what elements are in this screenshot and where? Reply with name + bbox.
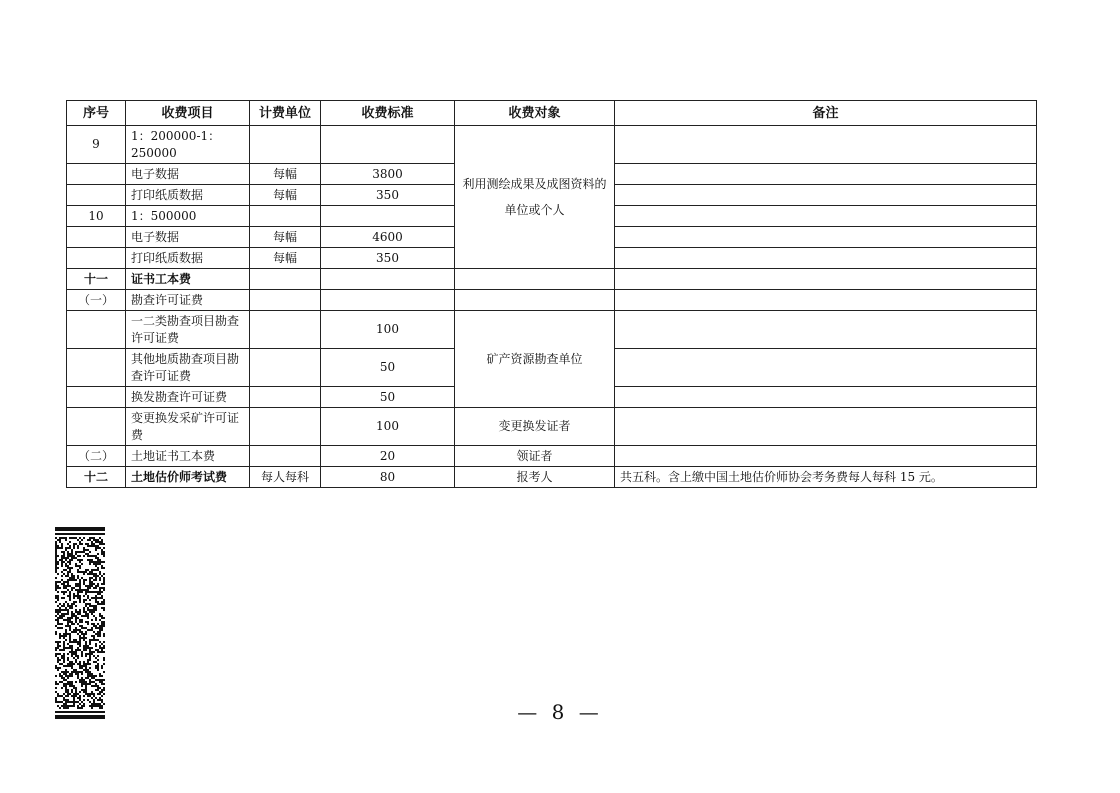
- cell-unit: 每人每科: [250, 467, 321, 488]
- cell-no: （一）: [67, 290, 126, 311]
- cell-item: 土地证书工本费: [126, 446, 250, 467]
- table-row: [67, 311, 1037, 349]
- cell-item: 打印纸质数据: [126, 248, 250, 269]
- table-row: [67, 446, 1037, 467]
- cell-note: [615, 311, 1037, 349]
- cell-target-map-products: 利用测绘成果及成图资料的单位或个人: [455, 126, 615, 269]
- cell-item: 变更换发采矿许可证费: [126, 408, 250, 446]
- header-item: 收费项目: [126, 101, 250, 126]
- cell-target: [455, 290, 615, 311]
- table-row: [67, 408, 1037, 446]
- cell-item: 勘查许可证费: [126, 290, 250, 311]
- cell-item: 1：200000-1：250000: [126, 126, 250, 164]
- cell-no: [67, 311, 126, 349]
- cell-note: [615, 185, 1037, 206]
- cell-unit: 每幅: [250, 248, 321, 269]
- cell-item: 打印纸质数据: [126, 185, 250, 206]
- cell-note: [615, 269, 1037, 290]
- cell-note: [615, 349, 1037, 387]
- cell-note: [615, 126, 1037, 164]
- cell-item: 证书工本费: [126, 269, 250, 290]
- cell-unit: 每幅: [250, 227, 321, 248]
- cell-unit: [250, 126, 321, 164]
- cell-note: [615, 408, 1037, 446]
- cell-unit: 每幅: [250, 185, 321, 206]
- cell-no: [67, 248, 126, 269]
- cell-unit: [250, 446, 321, 467]
- cell-target: 报考人: [455, 467, 615, 488]
- cell-item: 换发勘查许可证费: [126, 387, 250, 408]
- cell-no: [67, 387, 126, 408]
- cell-fee: 350: [321, 248, 455, 269]
- cell-fee: [321, 206, 455, 227]
- cell-item: 电子数据: [126, 164, 250, 185]
- cell-no: [67, 164, 126, 185]
- cell-unit: [250, 269, 321, 290]
- cell-fee: 50: [321, 387, 455, 408]
- table-header-row: [67, 101, 1037, 126]
- cell-fee: 350: [321, 185, 455, 206]
- cell-fee: 20: [321, 446, 455, 467]
- cell-fee: 80: [321, 467, 455, 488]
- cell-note: [615, 446, 1037, 467]
- cell-unit: [250, 349, 321, 387]
- table-row: [67, 467, 1037, 488]
- cell-note: [615, 387, 1037, 408]
- cell-no: 10: [67, 206, 126, 227]
- cell-item: 其他地质勘查项目勘查许可证费: [126, 349, 250, 387]
- table-row: [67, 269, 1037, 290]
- cell-note: [615, 248, 1037, 269]
- cell-no: [67, 185, 126, 206]
- cell-note: 共五科。含上缴中国土地估价师协会考务费每人每科 15 元。: [615, 467, 1037, 488]
- fee-table: [66, 100, 1037, 488]
- cell-no: 十二: [67, 467, 126, 488]
- header-fee: 收费标准: [321, 101, 455, 126]
- cell-unit: [250, 311, 321, 349]
- cell-item: 1：500000: [126, 206, 250, 227]
- barcode-image: [55, 527, 105, 719]
- table-row: [67, 290, 1037, 311]
- cell-target: 变更换发证者: [455, 408, 615, 446]
- cell-fee: [321, 126, 455, 164]
- table-row: [67, 126, 1037, 164]
- cell-fee: 50: [321, 349, 455, 387]
- cell-item: 一二类勘查项目勘查许可证费: [126, 311, 250, 349]
- cell-target-exploration: 矿产资源勘查单位: [455, 311, 615, 408]
- cell-unit: [250, 408, 321, 446]
- cell-no: [67, 408, 126, 446]
- cell-note: [615, 206, 1037, 227]
- cell-target: [455, 269, 615, 290]
- header-unit: 计费单位: [250, 101, 321, 126]
- cell-unit: [250, 387, 321, 408]
- cell-fee: 100: [321, 408, 455, 446]
- cell-unit: [250, 290, 321, 311]
- cell-no: （二）: [67, 446, 126, 467]
- cell-target: 领证者: [455, 446, 615, 467]
- cell-unit: [250, 206, 321, 227]
- cell-item: 土地估价师考试费: [126, 467, 250, 488]
- cell-fee: 100: [321, 311, 455, 349]
- cell-fee: 3800: [321, 164, 455, 185]
- cell-no: [67, 227, 126, 248]
- cell-no: 9: [67, 126, 126, 164]
- header-no: 序号: [67, 101, 126, 126]
- cell-fee: 4600: [321, 227, 455, 248]
- header-target: 收费对象: [455, 101, 615, 126]
- cell-unit: 每幅: [250, 164, 321, 185]
- cell-no: 十一: [67, 269, 126, 290]
- page-number: — 8 —: [517, 700, 603, 724]
- cell-note: [615, 290, 1037, 311]
- cell-no: [67, 349, 126, 387]
- cell-fee: [321, 269, 455, 290]
- cell-item: 电子数据: [126, 227, 250, 248]
- cell-note: [615, 164, 1037, 185]
- cell-fee: [321, 290, 455, 311]
- cell-note: [615, 227, 1037, 248]
- header-note: 备注: [615, 101, 1037, 126]
